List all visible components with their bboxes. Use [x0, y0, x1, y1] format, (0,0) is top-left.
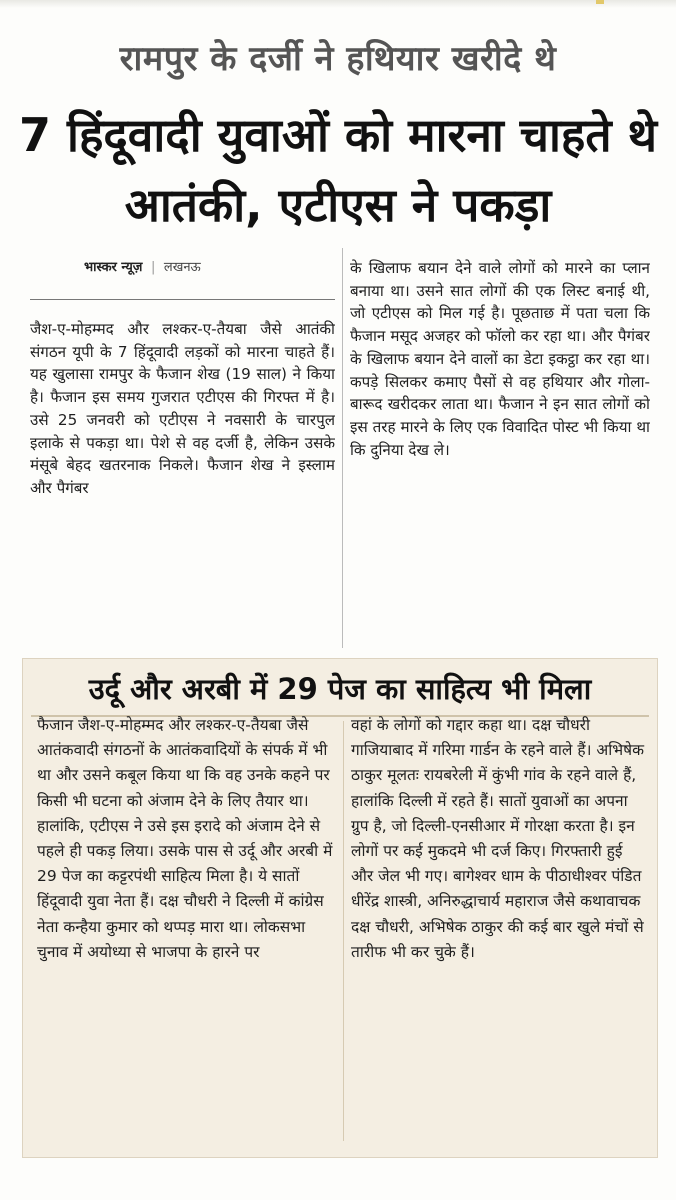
kicker-headline: रामपुर के दर्जी ने हथियार खरीदे थे	[119, 39, 557, 79]
box-column-right: वहां के लोगों को गद्दार कहा था। दक्ष चौधरी गाजियाबाद में गरिमा गार्डन के रहने वाले हैं। अभिषेक ठाकुर मूलतः रायबरेली में कुंभी गांव के रहने वाले हैं, हालांकि दिल्ली में रहते हैं। सातों युवाओं का अपना ग्रुप है, जो दिल्ली-एनसीआर में गोरक्षा करता है। इन लोगों पर कई मुकदमे भी दर्ज किए। गिरफ्तारी हुई और जेल भी गए। बागेश्वर धाम के पीठाधीश्वर पंडित धीरेंद्र शास्त्री, अनिरुद्धाचार्य महाराज जैसे कथावाचक दक्ष चौधरी, अभिषेक ठाकुर की कई बार खुले मंचों से तारीफ भी कर चुके हैं।	[351, 716, 644, 961]
main-headline: 7 हिंदूवादी युवाओं को मारना चाहते थे आतंकी, एटीएस ने पकड़ा	[19, 108, 657, 232]
corner-mark	[596, 0, 604, 4]
sidebar-box	[22, 658, 658, 1158]
scan-edge	[0, 0, 676, 8]
byline	[84, 257, 201, 275]
box-column-left: फैजान जैश-ए-मोहम्मद और लश्कर-ए-तैयबा जैसे आतंकवादी संगठनों के आतंकवादियों के संपर्क में भी था और उसने कबूल किया था कि वह उनके कहने पर किसी भी घटना को अंजाम देने के लिए तैयार था। हालांकि, एटीएस ने उसे इस इरादे को अंजाम देने से पहले ही पकड़ लिया। उसके पास से उर्दू और अरबी में 29 पेज का कट्टरपंथी साहित्य मिला है। ये सातों हिंदूवादी युवा नेता हैं। दक्ष चौधरी ने दिल्ली में कांग्रेस नेता कन्हैया कुमार को थप्पड़ मारा था। लोकसभा चुनाव में अयोध्या से भाजपा के हारने पर	[37, 716, 333, 961]
article-column-right: के खिलाफ बयान देने वाले लोगों को मारने का प्लान बनाया था। उसने सात लोगों की एक लिस्ट बनाई थी, जो एटीएस को मिल गई है। पूछताछ में पता चला कि फैजान मसूद अजहर को फॉलो कर रहा था। और पैगंबर के खिलाफ बयान देने वालों का डेटा इकट्ठा कर रहा था। कपड़े सिलकर कमाए पैसों से वह हथियार और गोला-बारूद खरीदकर लाता था। फैजान ने इन सात लोगों को इस तरह मारने के लिए एक विवादित पोस्ट भी किया था कि दुनिया देख ले।	[350, 259, 650, 459]
byline-separator: |	[150, 260, 156, 275]
article-column-left: जैश-ए-मोहम्मद और लश्कर-ए-तैयबा जैसे आतंकी संगठन यूपी के 7 हिंदूवादी लड़कों को मारना चाहते हैं। यह खुलासा रामपुर के फैजान शेख (19 साल) ने किया है। फैजान इस समय गुजरात एटीएस की गिरफ्त में है। उसे 25 जनवरी को एटीएस ने नवसारी के चारपुल इलाके से पकड़ा था। पेशे से वह दर्जी है, लेकिन उसके मंसूबे बेहद खतरनाक निकले। फैजान शेख ने इस्लाम और पैगंबर	[30, 320, 335, 497]
column-divider	[342, 248, 343, 648]
byline-source: भास्कर न्यूज़	[84, 260, 143, 275]
byline-place: लखनऊ	[163, 260, 201, 275]
box-title: उर्दू और अरबी में 29 पेज का साहित्य भी मिला	[88, 672, 592, 706]
byline-rule	[30, 299, 335, 300]
box-column-divider	[343, 721, 344, 1141]
